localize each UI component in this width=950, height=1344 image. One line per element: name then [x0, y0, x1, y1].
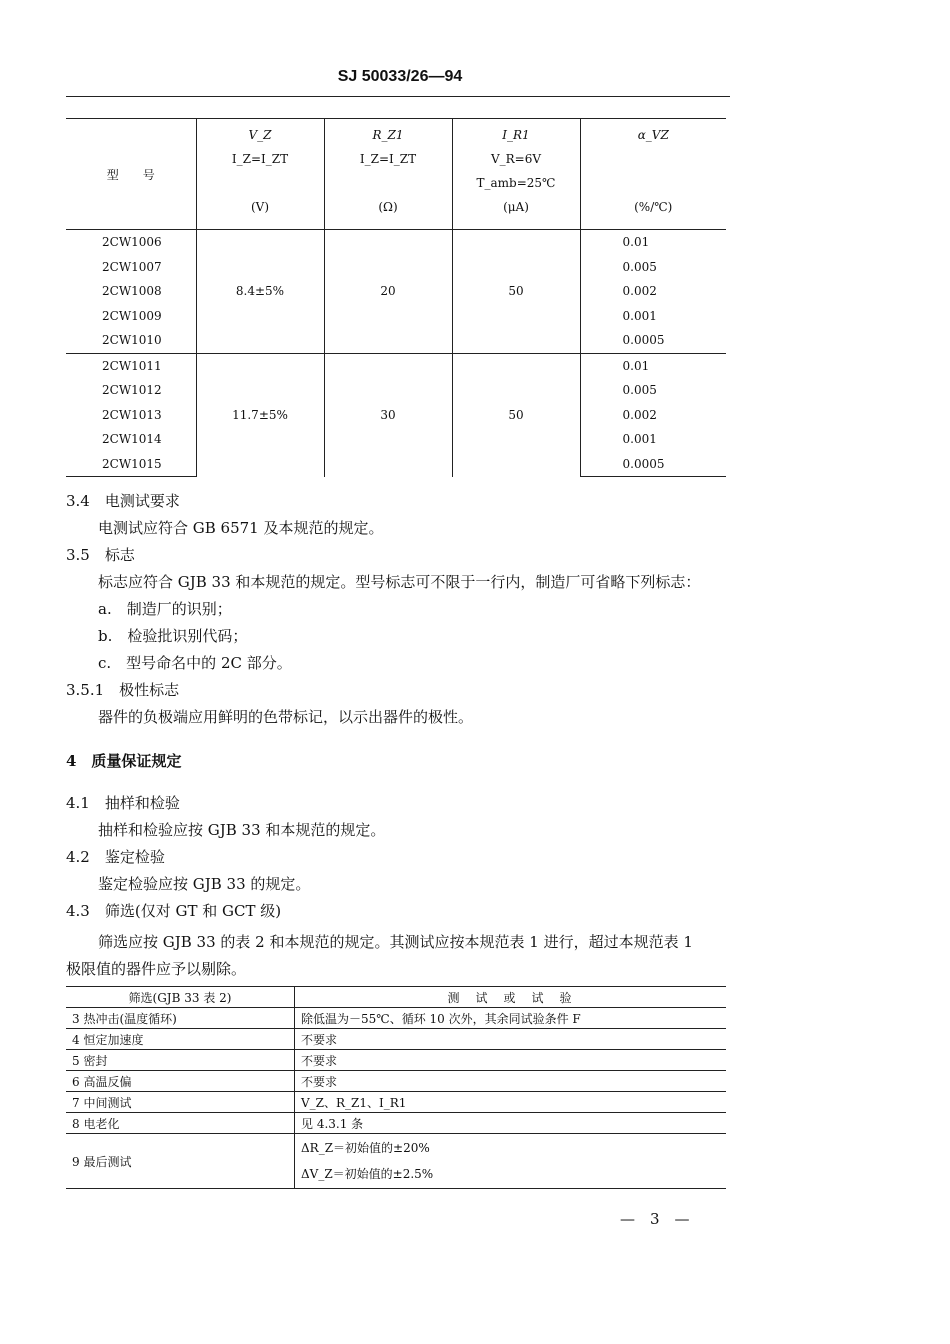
section-4-2-title: 4.2 鉴定检验	[66, 848, 165, 866]
screening-item: 3 热冲击(温度循环)	[66, 1008, 295, 1029]
table-row	[66, 1029, 726, 1050]
vz-value: 8.4±5%	[196, 230, 324, 354]
rz-value: 30	[324, 353, 452, 477]
screening-item: 4 恒定加速度	[66, 1029, 295, 1050]
col-vz-header: V_Z I_Z=I_ZT (V)	[196, 119, 324, 230]
col-model-header: 型 号	[66, 119, 196, 230]
model-cell: 2CW1012	[102, 383, 162, 397]
model-cell: 2CW1008	[102, 284, 162, 298]
model-cell: 2CW1007	[102, 259, 162, 274]
ir-value: 50	[452, 230, 580, 354]
model-cell: 2CW1009	[102, 308, 162, 323]
screening-header-left: 筛选(GJB 33 表 2)	[66, 987, 295, 1008]
screening-item: 8 电老化	[66, 1113, 295, 1134]
screening-test: V_Z、R_Z1、I_R1	[295, 1092, 727, 1113]
screening-table	[66, 986, 726, 1189]
alpha-value: 0.001	[580, 427, 726, 452]
section-4-1-title: 4.1 抽样和检验	[66, 794, 180, 812]
model-cell: 2CW1014	[102, 432, 162, 446]
screening-test: 除低温为－55℃、循环 10 次外，其余同试验条件 F	[295, 1008, 727, 1029]
section-3-5-1-body: 器件的负极端应用鲜明的色带标记，以示出器件的极性。	[98, 708, 474, 726]
model-cell: 2CW1011	[66, 353, 196, 378]
alpha-value: 0.001	[580, 304, 726, 329]
alpha-value: 0.01	[580, 230, 726, 255]
screening-final-test: ΔR_Z＝初始值的±20% ΔV_Z＝初始值的±2.5%	[295, 1134, 727, 1189]
model-cell: 2CW1006	[102, 235, 162, 249]
table-row	[66, 1113, 726, 1134]
table-row	[66, 1092, 726, 1113]
screening-item: 6 高温反偏	[66, 1071, 295, 1092]
page-number: — 3 —	[620, 1210, 690, 1228]
alpha-value: 0.01	[580, 353, 726, 378]
header-rule	[66, 96, 730, 97]
model-cell: 2CW1010	[102, 333, 162, 347]
section-4-2-body: 鉴定检验应按 GJB 33 的规定。	[98, 875, 311, 893]
section-3-5-item-a: a. 制造厂的识别；	[98, 600, 232, 618]
section-3-5-1-title: 3.5.1 极性标志	[66, 681, 180, 699]
section-4-3-body-line2: 极限值的器件应予以剔除。	[66, 960, 247, 978]
section-4-title: 4 质量保证规定	[66, 752, 182, 770]
model-cell: 2CW1015	[66, 452, 196, 477]
screening-header-right: 测 试 或 试 验	[295, 987, 727, 1008]
table-row	[66, 1050, 726, 1071]
alpha-value: 0.005	[580, 378, 726, 403]
screening-test: 不要求	[295, 1050, 727, 1071]
section-3-5-title: 3.5 标志	[66, 546, 135, 564]
screening-test: 不要求	[295, 1029, 727, 1050]
section-3-5-item-c: c. 型号命名中的 2C 部分。	[98, 654, 292, 672]
col-rz-header: R_Z1 I_Z=I_ZT (Ω)	[324, 119, 452, 230]
table-row	[66, 230, 726, 255]
section-4-1-body: 抽样和检验应按 GJB 33 和本规范的规定。	[98, 821, 386, 839]
alpha-value: 0.0005	[580, 452, 726, 477]
table-row	[66, 1008, 726, 1029]
document-number: SJ 50033/26—94	[337, 68, 463, 85]
table-row	[66, 353, 726, 378]
section-4-3-title: 4.3 筛选(仅对 GT 和 GCT 级)	[66, 902, 282, 920]
section-3-4-title: 3.4 电测试要求	[66, 492, 180, 510]
vz-value: 11.7±5%	[196, 353, 324, 477]
rz-value: 20	[324, 230, 452, 354]
section-3-5-item-b: b. 检验批识别代码；	[98, 627, 248, 645]
screening-test: 不要求	[295, 1071, 727, 1092]
alpha-value: 0.002	[580, 403, 726, 428]
model-cell: 2CW1013	[102, 407, 162, 422]
ir-value: 50	[452, 353, 580, 477]
screening-item: 5 密封	[66, 1050, 295, 1071]
table-row	[66, 1071, 726, 1092]
section-4-3-body-line1: 筛选应按 GJB 33 的表 2 和本规范的规定。其测试应按本规范表 1 进行，超过本规范表 1	[98, 933, 693, 951]
screening-final-item: 9 最后测试	[66, 1134, 295, 1189]
section-3-4-body: 电测试应符合 GB 6571 及本规范的规定。	[98, 519, 384, 537]
col-ir-header: I_R1 V_R=6V T_amb=25℃ (μA)	[452, 119, 580, 230]
alpha-value: 0.002	[580, 279, 726, 304]
screening-item: 7 中间测试	[66, 1092, 295, 1113]
section-3-5-body: 标志应符合 GJB 33 和本规范的规定。型号标志可不限于一行内，制造厂可省略下列标志：	[98, 573, 701, 591]
alpha-value: 0.0005	[580, 328, 726, 353]
alpha-value: 0.005	[580, 255, 726, 280]
screening-test: 见 4.3.1 条	[295, 1113, 727, 1134]
col-alpha-header: α_VZ (%/℃)	[580, 119, 726, 230]
parameter-table	[66, 118, 726, 477]
